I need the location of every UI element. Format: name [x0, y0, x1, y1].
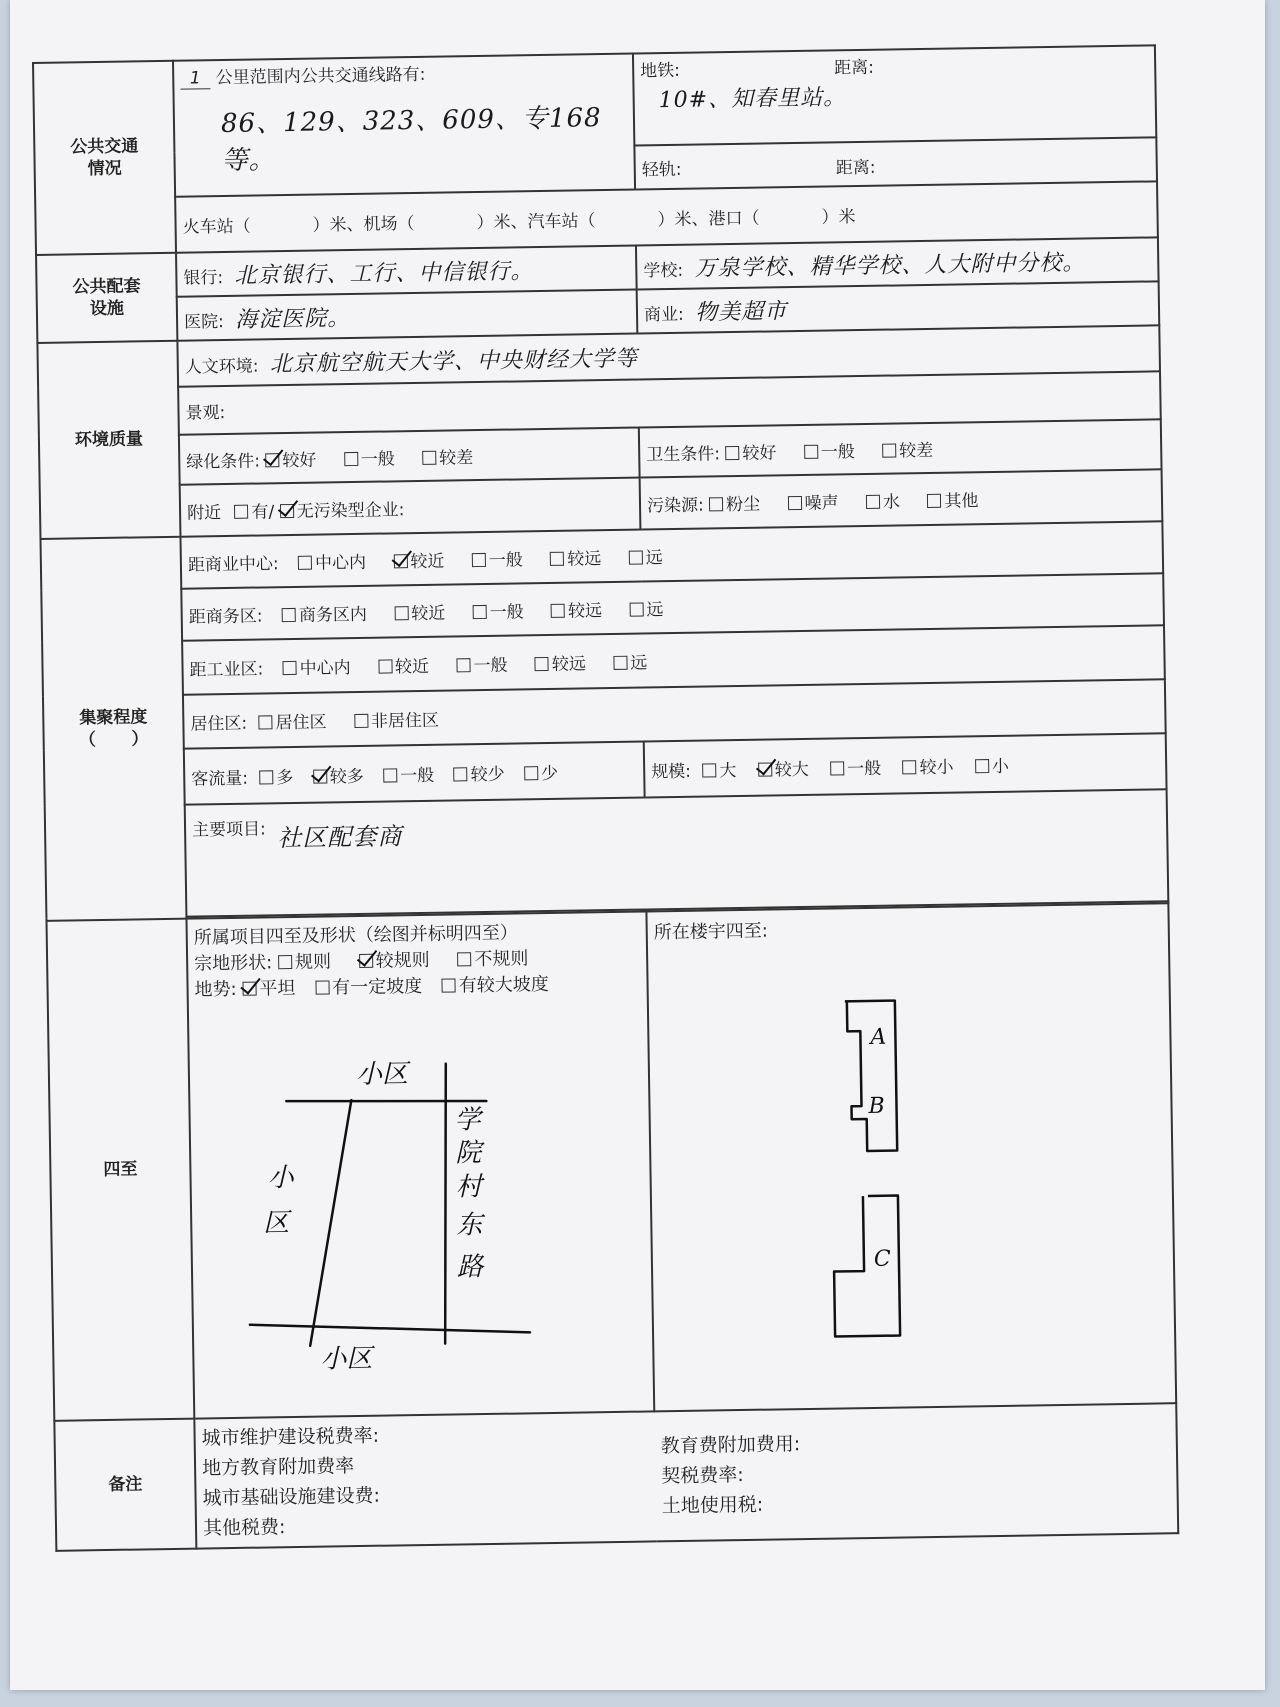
agglomeration-category — [40, 537, 186, 921]
light-rail-distance-label: 距离: — [835, 157, 876, 179]
checkbox-icon — [422, 450, 436, 464]
terrain-option-steep-slope[interactable]: 有较大坡度 — [442, 974, 549, 997]
sketch-left-label-2: 区 — [263, 1208, 290, 1239]
bank-value: 北京银行、工行、中信银行。 — [234, 258, 534, 289]
traffic-label: 客流量: — [191, 768, 249, 790]
bus-lines-cell — [173, 54, 635, 197]
checkbox-icon — [456, 658, 470, 672]
checkbox-icon — [283, 660, 297, 674]
checkbox-icon — [298, 555, 312, 569]
traffic-option-fairly-few[interactable]: 较少 — [453, 764, 504, 785]
main-projects-value: 社区配套商 — [277, 822, 403, 853]
light-rail-cell — [634, 137, 1157, 189]
transport-category — [33, 61, 176, 255]
greening-label: 绿化条件: — [186, 450, 261, 473]
commerce-value: 物美超市 — [694, 298, 788, 326]
greening-option-good[interactable]: 较好 — [265, 450, 316, 471]
checkbox-checked-icon — [280, 503, 294, 517]
subway-cell — [633, 45, 1156, 145]
culture-value: 北京航空航天大学、中央财经大学等 — [269, 346, 639, 377]
building-boundaries-cell — [646, 903, 1176, 1411]
checkbox-icon — [613, 655, 627, 669]
main-projects-cell — [185, 789, 1169, 916]
train-unit: ）米、机场（ — [312, 213, 415, 236]
shape-option-irregular[interactable]: 不规则 — [457, 948, 528, 970]
sanitation-cell — [639, 419, 1162, 477]
traffic-option-few[interactable]: 少 — [524, 763, 558, 784]
km-value: 1 — [180, 68, 210, 89]
checkbox-checked-icon — [313, 769, 327, 783]
checkbox-icon — [902, 760, 916, 774]
greening-option-average[interactable]: 一般 — [344, 449, 395, 470]
checkbox-icon — [344, 451, 358, 465]
sketch-right-label-5: 路 — [456, 1252, 484, 1283]
hospital-cell — [177, 290, 638, 341]
checkbox-icon — [472, 552, 486, 566]
commercial-distance-label: 距商业中心: — [187, 553, 279, 576]
boundaries-category — [46, 919, 194, 1421]
note-land-use-tax: 土地使用税: — [661, 1493, 764, 1518]
industrial-distance-label: 距工业区: — [189, 658, 264, 681]
culture-label: 人文环境: — [184, 355, 259, 378]
notes-category — [54, 1419, 196, 1551]
checkbox-icon — [524, 766, 538, 780]
subway-distance-label: 距离: — [834, 57, 875, 79]
port-unit: ）米 — [821, 206, 856, 228]
facilities-category — [36, 253, 177, 343]
industrial-option-near[interactable]: 较近 — [378, 656, 429, 677]
checkbox-checked-icon — [265, 453, 279, 467]
hospital-label: 医院: — [183, 311, 224, 333]
scale-option-fairly-small[interactable]: 较小 — [902, 757, 953, 778]
checkbox-icon — [473, 604, 487, 618]
sketch-left-label-1: 小 — [267, 1163, 294, 1194]
form-table — [32, 44, 1179, 1551]
bus-lines-value: 86、129、323、609、专168等。 — [220, 103, 602, 177]
commercial-option-average[interactable]: 一般 — [472, 550, 523, 571]
checkbox-icon — [442, 978, 456, 992]
note-education-surcharge: 教育费附加费用: — [660, 1433, 801, 1458]
appraisal-form — [32, 44, 1179, 1636]
checkbox-icon — [830, 761, 844, 775]
checkbox-icon — [258, 715, 272, 729]
sanitation-option-poor[interactable]: 较差 — [882, 440, 933, 461]
traffic-option-fairly-many[interactable]: 较多 — [313, 766, 364, 787]
note-city-maintenance-tax: 城市维护建设税费率: — [201, 1424, 380, 1450]
site-sketch — [195, 1001, 641, 1378]
paper-sheet — [10, 0, 1265, 1690]
pollution-label: 污染源: — [646, 495, 704, 516]
main-projects-label: 主要项目: — [191, 819, 266, 841]
shape-option-regular[interactable]: 规则 — [278, 951, 331, 973]
industrial-option-center[interactable]: 中心内 — [283, 658, 351, 679]
checkbox-checked-icon — [242, 982, 256, 996]
environment-category-label: 环境质量 — [74, 429, 144, 451]
industrial-option-far[interactable]: 较远 — [535, 654, 586, 675]
project-boundaries-cell — [186, 911, 654, 1418]
sanitation-option-good[interactable]: 较好 — [725, 443, 776, 464]
train-label: 火车站（ — [182, 216, 251, 238]
airport-unit: ）米、汽车站（ — [476, 210, 596, 233]
checkbox-icon — [453, 767, 467, 781]
sanitation-label: 卫生条件: — [646, 443, 721, 465]
checkbox-icon — [709, 497, 723, 511]
commercial-option-far[interactable]: 较远 — [550, 549, 601, 570]
checkbox-icon — [702, 763, 716, 777]
industrial-option-very-far[interactable]: 远 — [613, 653, 647, 674]
facilities-category-label: 公共配套设施 — [72, 276, 141, 320]
pollution-option-noise[interactable]: 噪声 — [787, 493, 838, 514]
greening-option-poor[interactable]: 较差 — [422, 448, 473, 469]
pollution-cell — [640, 469, 1163, 529]
project-boundaries-title: 所属项目四至及形状（绘图并标明四至） — [193, 922, 518, 949]
subway-value: 10#、知春里站。 — [658, 85, 847, 114]
note-local-education-surcharge: 地方教育附加费率 — [201, 1455, 355, 1480]
business-distance-label: 距商务区: — [188, 605, 263, 628]
checkbox-icon — [354, 713, 368, 727]
checkbox-icon — [551, 603, 565, 617]
scale-option-large[interactable]: 大 — [702, 761, 736, 782]
scale-option-small[interactable]: 小 — [975, 756, 1009, 777]
terrain-option-slight-slope[interactable]: 有一定坡度 — [315, 976, 422, 999]
light-rail-label: 轻轨: — [641, 159, 682, 180]
bus-lines-label: 公里范围内公共交通线路有: — [215, 64, 426, 89]
industrial-option-average[interactable]: 一般 — [456, 655, 507, 676]
business-option-very-far[interactable]: 远 — [629, 600, 663, 621]
residential-option-no[interactable]: 非居住区 — [354, 710, 439, 731]
pollution-option-other[interactable]: 其他 — [927, 491, 978, 512]
shape-label: 宗地形状: — [194, 952, 273, 975]
boundaries-category-label: 四至 — [103, 1159, 138, 1181]
checkbox-icon — [394, 606, 408, 620]
environment-category — [37, 341, 180, 539]
sketch-left-line — [306, 1100, 355, 1346]
checkbox-icon — [975, 759, 989, 773]
bank-label: 银行: — [183, 267, 224, 289]
business-option-average[interactable]: 一般 — [472, 602, 523, 623]
traffic-option-average[interactable]: 一般 — [383, 765, 434, 786]
checkbox-icon — [787, 495, 801, 509]
checkbox-icon — [629, 602, 643, 616]
checkbox-icon — [315, 980, 329, 994]
building-ab-outline — [845, 1001, 897, 1152]
nearby-label: 附近 — [186, 502, 222, 524]
building-sketch — [654, 936, 1161, 1364]
checkbox-checked-icon — [359, 954, 373, 968]
nearby-option-yes[interactable]: 有/ — [234, 502, 274, 523]
checkbox-icon — [282, 607, 296, 621]
checkbox-icon — [866, 494, 880, 508]
traffic-option-many[interactable]: 多 — [259, 767, 293, 788]
checkbox-icon — [535, 656, 549, 670]
note-infrastructure-fee: 城市基础设施建设费: — [202, 1484, 381, 1510]
greening-cell — [179, 428, 640, 485]
terrain-label: 地势: — [194, 978, 237, 1001]
sketch-right-label-1: 学 — [454, 1105, 481, 1136]
commercial-option-very-far[interactable]: 远 — [628, 548, 662, 569]
notes-left-cell — [194, 1411, 656, 1548]
shape-option-fairly-regular[interactable]: 较规则 — [359, 950, 430, 972]
agglomeration-category-label: 集聚程度 — [79, 707, 148, 729]
checkbox-checked-icon — [393, 554, 407, 568]
sketch-bottom-line — [250, 1320, 530, 1336]
scale-cell — [644, 733, 1167, 797]
checkbox-icon — [383, 768, 397, 782]
sketch-right-label-4: 东 — [456, 1210, 483, 1241]
transport-category-label: 公共交通情况 — [70, 136, 139, 180]
scale-option-average[interactable]: 一般 — [830, 758, 881, 779]
nearby-option-no[interactable]: 无污染型企业: — [279, 500, 404, 522]
sketch-bottom-label: 小区 — [320, 1343, 373, 1375]
checkbox-icon — [804, 444, 818, 458]
business-option-near[interactable]: 较近 — [394, 603, 445, 624]
checkbox-icon — [725, 445, 739, 459]
sketch-right-label-2: 院 — [454, 1138, 482, 1169]
agglomeration-category-paren: （ ） — [78, 729, 149, 751]
nearby-cell — [180, 478, 641, 537]
notes-category-label: 备注 — [108, 1474, 143, 1495]
checkbox-icon — [378, 659, 392, 673]
residential-label: 居住区: — [190, 713, 248, 735]
bank-cell — [176, 246, 637, 297]
checkbox-icon — [927, 493, 941, 507]
checkbox-icon — [550, 551, 564, 565]
terrain-option-flat[interactable]: 平坦 — [242, 978, 295, 1000]
sanitation-option-average[interactable]: 一般 — [804, 442, 855, 463]
note-other-fees: 其他税费: — [202, 1516, 286, 1540]
checkbox-icon — [882, 443, 896, 457]
sketch-top-label: 小区 — [355, 1059, 409, 1091]
checkbox-icon — [629, 550, 643, 564]
sketch-right-label-3: 村 — [455, 1172, 482, 1203]
school-label: 学校: — [643, 260, 684, 281]
checkbox-icon — [259, 770, 273, 784]
scale-label: 规模: — [651, 761, 692, 782]
scale-option-fairly-large[interactable]: 较大 — [758, 759, 809, 780]
sketch-right-line — [441, 1064, 450, 1344]
building-b-label: B — [868, 1093, 885, 1119]
sketch-top-line — [286, 1098, 486, 1104]
business-option-inside[interactable]: 商务区内 — [282, 604, 367, 625]
pollution-option-dust[interactable]: 粉尘 — [709, 494, 760, 515]
commercial-option-center[interactable]: 中心内 — [298, 552, 366, 573]
business-option-far[interactable]: 较远 — [551, 601, 602, 622]
notes-right-cell — [654, 1403, 1178, 1541]
building-c-label: C — [873, 1246, 891, 1272]
bus-station-unit: ）米、港口（ — [657, 208, 760, 230]
checkbox-icon — [234, 504, 248, 518]
commercial-option-near[interactable]: 较近 — [393, 551, 444, 572]
checkbox-checked-icon — [758, 762, 772, 776]
pollution-option-water[interactable]: 水 — [866, 492, 900, 513]
school-value: 万泉学校、精华学校、人大附中分校。 — [694, 249, 1086, 282]
scenery-label: 景观: — [185, 402, 226, 424]
residential-option-yes[interactable]: 居住区 — [258, 712, 326, 733]
building-boundaries-title: 所在楼宇四至: — [653, 920, 768, 944]
subway-label: 地铁: — [640, 60, 681, 82]
commerce-label: 商业: — [643, 304, 684, 325]
traffic-cell — [184, 741, 645, 804]
checkbox-icon — [457, 952, 471, 966]
note-deed-tax-rate: 契税费率: — [661, 1463, 744, 1488]
hospital-value: 海淀医院。 — [235, 305, 351, 333]
building-a-label: A — [870, 1024, 887, 1050]
checkbox-icon — [278, 955, 292, 969]
